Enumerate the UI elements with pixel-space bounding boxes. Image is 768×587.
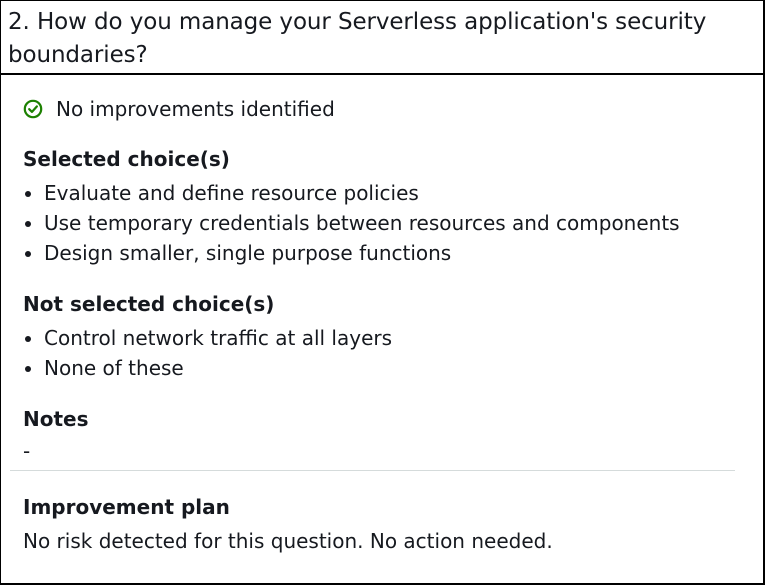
- selected-choices-list: [23, 178, 741, 268]
- section-divider: [10, 470, 735, 471]
- question-header: [1, 1, 763, 75]
- check-circle-icon: [23, 99, 43, 119]
- notes-heading: Notes: [23, 407, 89, 431]
- status-row: [23, 97, 741, 121]
- question-body: [1, 97, 763, 555]
- selected-choice-item: Evaluate and define resource policies: [23, 178, 741, 208]
- not-selected-choices-list: [23, 323, 741, 383]
- not-selected-choice-item: Control network traffic at all layers: [23, 323, 741, 353]
- improvement-plan-heading: Improvement plan: [23, 495, 230, 519]
- question-title: 2. How do you manage your Serverless application's security boundaries?: [8, 9, 707, 68]
- improvement-plan-text: No risk detected for this question. No action needed.: [23, 529, 553, 553]
- not-selected-choices-heading: Not selected choice(s): [23, 292, 275, 316]
- not-selected-choice-item: None of these: [23, 353, 741, 383]
- selected-choices-heading: Selected choice(s): [23, 147, 230, 171]
- status-text: No improvements identified: [56, 97, 335, 121]
- notes-value: -: [23, 439, 31, 463]
- selected-choice-item: Use temporary credentials between resources and components: [23, 208, 741, 238]
- selected-choice-item: Design smaller, single purpose functions: [23, 238, 741, 268]
